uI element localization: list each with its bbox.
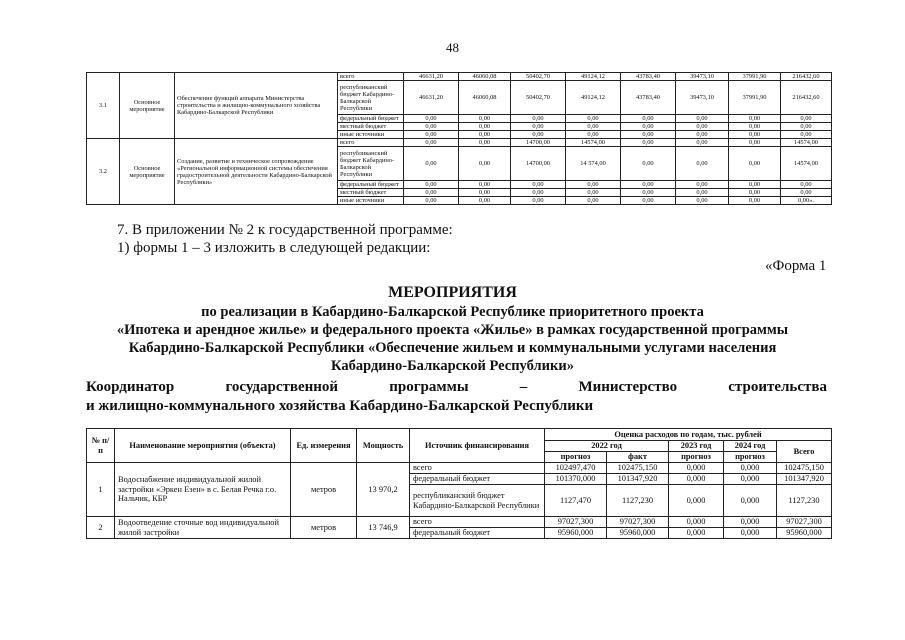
header-num: № п/п (87, 429, 115, 463)
funding-source: иные источники (338, 197, 404, 205)
amount-cell: 0,00 (404, 189, 459, 197)
coordinator-word: Координатор (86, 379, 175, 395)
unit: метров (291, 517, 357, 539)
amount-cell: 0,00 (729, 131, 781, 139)
document-subtitle-line-4: Кабардино-Балкарской Республики» (331, 358, 574, 374)
amount-cell: 0,00 (404, 115, 459, 123)
funding-source: республиканский бюджет Кабардино-Балкарской Республики (338, 81, 404, 115)
coordinator-word: программы (389, 379, 469, 395)
amount-cell: 0,000 (669, 474, 724, 485)
amount-cell: 0,00 (404, 197, 459, 205)
amount-cell: 46631,20 (404, 73, 459, 81)
amount-cell: 43783,40 (621, 81, 676, 115)
amount-cell: 0,00 (676, 147, 729, 181)
amount-cell: 95960,000 (545, 528, 607, 539)
amount-cell: 0,00 (566, 131, 621, 139)
funding-source: иные источники (338, 131, 404, 139)
amount-cell: 0,00 (621, 181, 676, 189)
unit: метров (291, 463, 357, 517)
header-2023: 2023 год (669, 441, 724, 452)
amount-cell: 0,00 (781, 115, 832, 123)
amount-cell: 50402,70 (511, 81, 566, 115)
document-subtitle-line-2: «Ипотека и арендное жилье» и федерального проекта «Жилье» в рамках государственной программы (116, 322, 789, 338)
amount-cell: 0,000 (724, 474, 777, 485)
amount-cell: 0,00 (404, 147, 459, 181)
amount-cell: 14574,00 (566, 139, 621, 147)
amount-cell: 95960,000 (607, 528, 669, 539)
amount-cell: 101347,920 (777, 474, 832, 485)
funding-source: федеральный бюджет (338, 115, 404, 123)
amount-cell: 0,000 (669, 528, 724, 539)
header-2024: 2024 год (724, 441, 777, 452)
amount-cell: 0,00 (729, 147, 781, 181)
funding-source: федеральный бюджет (410, 528, 545, 539)
measure-name: Обеспечение функций аппарата Министерства строительства и жилищно-коммунального хозяйства Кабардино-Балкарской Республики (175, 73, 338, 139)
amount-cell: 37991,90 (729, 81, 781, 115)
amount-cell: 0,00 (459, 181, 511, 189)
amount-cell: 0,00 (781, 131, 832, 139)
amount-cell: 0,00 (511, 189, 566, 197)
amount-cell: 101370,000 (545, 474, 607, 485)
header-fact-2022: факт (607, 452, 669, 463)
budget-table-continued (86, 72, 832, 205)
page-number: 48 (446, 40, 459, 55)
header-estimate: Оценка расходов по годам, тыс. рублей (545, 429, 832, 441)
amount-cell: 0,00 (566, 123, 621, 131)
amount-cell: 0,000 (724, 517, 777, 528)
amount-cell: 0,00 (729, 197, 781, 205)
header-forecast-2023: прогноз (669, 452, 724, 463)
amount-cell: 101347,920 (607, 474, 669, 485)
amount-cell: 14574,00 (781, 147, 832, 181)
amount-cell: 0,00 (459, 131, 511, 139)
funding-source: местный бюджет (338, 123, 404, 131)
table-row (87, 139, 832, 147)
amount-cell: 0,00 (676, 123, 729, 131)
header-forecast-2022: прогноз (545, 452, 607, 463)
table-row (87, 463, 832, 474)
amount-cell: 0,00 (404, 181, 459, 189)
coordinator-word: строительства (728, 379, 827, 395)
amount-cell: 0,00 (781, 189, 832, 197)
header-unit: Ед. измерения (291, 429, 357, 463)
amount-cell: 0,00 (621, 139, 676, 147)
coordinator-line-1 (86, 379, 827, 396)
amount-cell: 0,00 (676, 181, 729, 189)
amount-cell: 0,00 (729, 139, 781, 147)
amount-cell: 0,00 (511, 123, 566, 131)
amount-cell: 0,00 (459, 123, 511, 131)
amount-cell: 97027,300 (777, 517, 832, 528)
header-source: Источник финансирования (410, 429, 545, 463)
amount-cell: 97027,300 (545, 517, 607, 528)
amount-cell: 0,00 (566, 115, 621, 123)
amount-cell: 0,00 (676, 197, 729, 205)
amount-cell: 0,00 (729, 189, 781, 197)
amount-cell: 216432,60 (781, 81, 832, 115)
amount-cell: 46060,08 (459, 73, 511, 81)
amount-cell: 0,00 (676, 189, 729, 197)
document-subtitle-line-1: по реализации в Кабардино-Балкарской Республике приоритетного проекта (201, 304, 704, 320)
measure-number: 3.2 (87, 139, 120, 205)
paragraph-item-1: 1) формы 1 – 3 изложить в следующей редакции: (117, 240, 431, 256)
table-row (87, 517, 832, 528)
amount-cell: 49124,12 (566, 73, 621, 81)
amount-cell: 97027,300 (607, 517, 669, 528)
amount-cell: 0,00 (729, 123, 781, 131)
amount-cell: 37991,90 (729, 73, 781, 81)
header-power: Мощность (357, 429, 410, 463)
amount-cell: 1127,230 (777, 485, 832, 517)
document-subtitle-line-3: Кабардино-Балкарской Республики «Обеспечение жильем и коммунальными услугами населения (128, 340, 777, 356)
amount-cell: 0,00 (511, 115, 566, 123)
coordinator-word: – (519, 379, 528, 395)
amount-cell: 46631,20 (404, 81, 459, 115)
row-number: 1 (87, 463, 115, 517)
amount-cell: 39473,10 (676, 73, 729, 81)
coordinator-word: государственной (225, 379, 339, 395)
measure-type: Основное мероприятие (120, 139, 175, 205)
amount-cell: 102475,150 (607, 463, 669, 474)
amount-cell: 0,00 (459, 147, 511, 181)
amount-cell: 1127,470 (545, 485, 607, 517)
funding-source: всего (410, 463, 545, 474)
amount-cell: 216432,60 (781, 73, 832, 81)
amount-cell: 102497,470 (545, 463, 607, 474)
measure-number: 3.1 (87, 73, 120, 139)
funding-source: местный бюджет (338, 189, 404, 197)
amount-cell: 0,00 (511, 197, 566, 205)
measure-type: Основное мероприятие (120, 73, 175, 139)
header-2022: 2022 год (545, 441, 669, 452)
table-row (87, 73, 832, 81)
amount-cell: 0,00 (404, 139, 459, 147)
document-title: МЕРОПРИЯТИЯ (388, 284, 517, 301)
amount-cell: 0,00 (621, 189, 676, 197)
amount-cell: 95960,000 (777, 528, 832, 539)
funding-source: республиканский бюджет Кабардино-Балкарской Республики (338, 147, 404, 181)
amount-cell: 0,00 (621, 115, 676, 123)
amount-cell: 0,000 (724, 528, 777, 539)
amount-cell: 14700,00 (511, 139, 566, 147)
funding-source: федеральный бюджет (338, 181, 404, 189)
amount-cell: 14700,00 (511, 147, 566, 181)
amount-cell: 0,00 (404, 123, 459, 131)
measures-table (86, 428, 832, 539)
power: 13 970,2 (357, 463, 410, 517)
header-forecast-2024: прогноз (724, 452, 777, 463)
amount-cell: 0,000 (669, 463, 724, 474)
object-name: Водоотведение сточные вод индивидуальной жилой застройки (115, 517, 291, 539)
header-total: Всего (777, 441, 832, 463)
form-label: «Форма 1 (765, 258, 827, 274)
coordinator-word: Министерство (578, 379, 678, 395)
amount-cell: 0,00 (781, 181, 832, 189)
amount-cell: 14 574,00 (566, 147, 621, 181)
amount-cell: 0,00 (566, 181, 621, 189)
coordinator-line-2: и жилищно-коммунального хозяйства Кабардино-Балкарской Республики (86, 398, 594, 414)
power: 13 746,9 (357, 517, 410, 539)
amount-cell: 0,000 (724, 485, 777, 517)
amount-cell: 0,00 (781, 123, 832, 131)
amount-cell: 0,00 (621, 147, 676, 181)
amount-cell: 0,00 (566, 197, 621, 205)
measure-name: Создание, развитие и техническое сопровождение «Региональной информационной системы обеспечения градостроительной деятельности Кабардино-Балкарской Республики» (175, 139, 338, 205)
amount-cell: 0,00 (676, 139, 729, 147)
amount-cell: 0,00 (511, 131, 566, 139)
amount-cell: 39473,10 (676, 81, 729, 115)
row-number: 2 (87, 517, 115, 539)
funding-source: всего (338, 139, 404, 147)
funding-source: республиканский бюджет Кабардино-Балкарской Республики (410, 485, 545, 517)
amount-cell: 0,00 (621, 131, 676, 139)
paragraph-item-7: 7. В приложении № 2 к государственной программе: (117, 222, 453, 238)
amount-cell: 0,00 (566, 189, 621, 197)
amount-cell: 0,00 (621, 123, 676, 131)
amount-cell: 1127,230 (607, 485, 669, 517)
amount-cell: 0,000 (669, 517, 724, 528)
amount-cell: 0,00 (511, 181, 566, 189)
amount-cell: 50402,70 (511, 73, 566, 81)
header-name: Наименование мероприятия (объекта) (115, 429, 291, 463)
amount-cell: 0,00 (459, 189, 511, 197)
amount-cell: 0,00». (781, 197, 832, 205)
amount-cell: 49124,12 (566, 81, 621, 115)
funding-source: федеральный бюджет (410, 474, 545, 485)
amount-cell: 0,00 (729, 115, 781, 123)
amount-cell: 0,000 (724, 463, 777, 474)
amount-cell: 0,00 (459, 115, 511, 123)
amount-cell: 0,00 (404, 131, 459, 139)
amount-cell: 43783,40 (621, 73, 676, 81)
amount-cell: 14574,00 (781, 139, 832, 147)
amount-cell: 0,00 (621, 197, 676, 205)
object-name: Водоснабжение индивидуальной жилой застройки «Эркен Езен» в с. Белая Речка г.о. Нальчик, КБР (115, 463, 291, 517)
funding-source: всего (338, 73, 404, 81)
amount-cell: 0,00 (459, 197, 511, 205)
amount-cell: 0,000 (669, 485, 724, 517)
amount-cell: 102475,150 (777, 463, 832, 474)
funding-source: всего (410, 517, 545, 528)
amount-cell: 0,00 (729, 181, 781, 189)
amount-cell: 46060,08 (459, 81, 511, 115)
amount-cell: 0,00 (676, 115, 729, 123)
amount-cell: 0,00 (676, 131, 729, 139)
amount-cell: 0,00 (459, 139, 511, 147)
